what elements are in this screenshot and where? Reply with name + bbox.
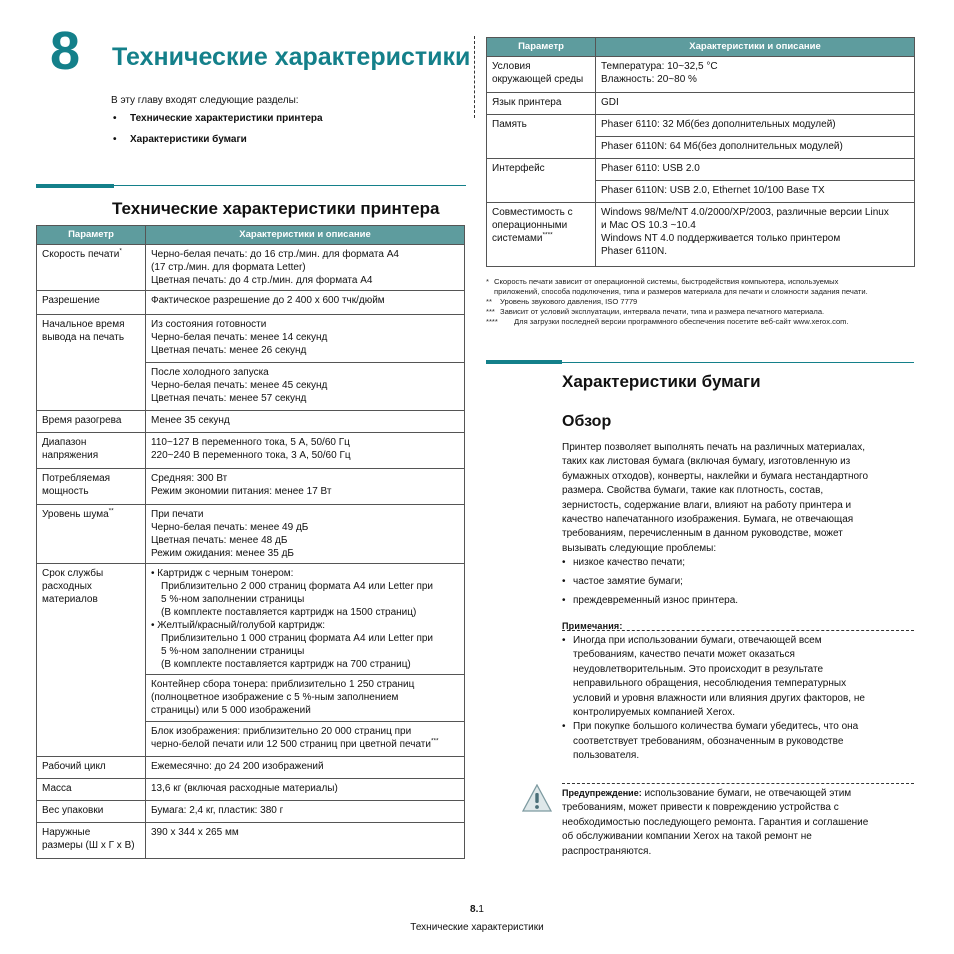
warning-text xyxy=(562,786,914,859)
compat-label: операционными xyxy=(492,220,568,232)
dims-value: 390 x 344 x 265 мм xyxy=(146,823,465,859)
spec-line: Phaser 6110N: 64 Мб(без дополнительных модулей) xyxy=(596,137,915,159)
dims-label: Наружные xyxy=(42,827,91,839)
warning-line: необходимостью последующего ремонта. Гарантия и соглашение xyxy=(562,816,869,828)
table-row xyxy=(37,291,465,315)
spec-line: (В комплекте поставляется картридж на 1500 страниц) xyxy=(161,607,417,619)
pack-value: Бумага: 2,4 кг, пластик: 380 г xyxy=(146,801,465,823)
spec-line: Черно-белая печать: менее 45 секунд xyxy=(151,380,328,392)
note-line: требованиям, качество печати может оказаться xyxy=(573,649,795,661)
spec-line: Черно-белая печать: менее 49 дБ xyxy=(151,522,309,534)
table-row xyxy=(37,779,465,801)
table-row xyxy=(487,159,915,181)
spec-line: При печати xyxy=(151,509,204,521)
body-line: размера. Свойства бумаги, такие как плотность, состав, xyxy=(562,485,824,497)
spec-line: 5 %-ном заполнении страницы xyxy=(161,594,305,606)
note-line: контролируемых компанией Xerox. xyxy=(573,707,736,719)
speed-label: Скорость печати xyxy=(42,249,120,261)
table-row xyxy=(487,93,915,115)
spec-line: Phaser 6110N. xyxy=(601,246,667,258)
resolution-label: Разрешение xyxy=(37,291,146,315)
memory-label: Память xyxy=(487,115,596,159)
spec-line: Режим ожидания: менее 35 дБ xyxy=(151,548,294,560)
compat-label: системами xyxy=(492,233,543,245)
spec-line: Режим экономии питания: менее 17 Вт xyxy=(151,486,332,498)
compat-label: Совместимость с xyxy=(492,207,573,219)
footnotes xyxy=(486,277,916,327)
column-divider xyxy=(474,36,475,118)
note-line: неправильного обращения, несоблюдения температурных xyxy=(573,678,847,690)
chapter-sections xyxy=(111,113,323,155)
warning-line: использование бумаги, не отвечающей этим xyxy=(641,788,852,799)
spec-line: Контейнер сбора тонера: приблизительно 1 250 страниц xyxy=(151,679,415,691)
black-cartridge-head: • Картридж с черным тонером: xyxy=(151,567,459,580)
spec-line: Цветная печать: менее 26 секунд xyxy=(151,345,307,357)
footnote-text: Для загрузки последней версии программного обеспечения посетите веб-сайт www.xerox.com. xyxy=(514,317,849,327)
spec-line: Приблизительно 1 000 страниц формата A4 или Letter при xyxy=(161,633,434,645)
voltage-label: напряжения xyxy=(42,450,99,462)
warmup-value: Менее 35 секунд xyxy=(146,411,465,433)
note-line: неудовлетворительным. Это происходит в результате xyxy=(573,663,824,675)
body-line: бумажных отходов), конверты, наклейки и бумага нестандартного xyxy=(562,470,869,482)
chapter-title: Технические характеристики xyxy=(112,43,471,71)
spec-line: 110~127 В переменного тока, 5 А, 50/60 Гц xyxy=(151,437,350,449)
table-row xyxy=(37,433,465,469)
footnote-mark: **** xyxy=(486,317,498,327)
table-row xyxy=(37,823,465,859)
notes-divider xyxy=(562,630,914,631)
resolution-value: Фактическое разрешение до 2 400 x 600 тчк/дюйм xyxy=(146,291,465,315)
body-line: таких как листовая бумага (включая бумагу, изготовленную из xyxy=(562,456,851,468)
footnote-mark: **** xyxy=(542,232,553,240)
noise-label: Уровень шума xyxy=(42,509,109,521)
table-row xyxy=(487,57,915,93)
list-item xyxy=(562,634,865,720)
list-item: • низкое качество печати; xyxy=(562,556,738,570)
printer-specs-heading: Технические характеристики принтера xyxy=(112,199,440,218)
footnote-text: приложений, способа подключения, типа и размеров материала для печати и сложности задания печати. xyxy=(494,287,868,297)
spec-line: (В комплекте поставляется картридж на 700 страниц) xyxy=(161,659,411,671)
list-item xyxy=(562,720,865,763)
problem-list xyxy=(562,556,738,613)
spec-line: Windows 98/Me/NT 4.0/2000/XP/2003, различные версии Linux xyxy=(601,207,889,219)
spec-line: Влажность: 20~80 % xyxy=(601,74,697,86)
table-row xyxy=(37,505,465,564)
warning-line: об обслуживании компании Xerox на такой ремонт не xyxy=(562,831,812,843)
footnote-mark: * xyxy=(119,248,122,256)
power-label: Потребляемая xyxy=(42,473,111,485)
table-row xyxy=(37,801,465,823)
list-item: • частое замятие бумаги; xyxy=(562,575,738,589)
duty-value: Ежемесячно: до 24 200 изображений xyxy=(146,757,465,779)
spec-line: черно-белой печати или 12 500 страниц при цветной печати xyxy=(151,739,431,751)
chapter-number: 8 xyxy=(50,21,81,81)
spec-line: Phaser 6110N: USB 2.0, Ethernet 10/100 Base TX xyxy=(596,181,915,203)
footnote-mark: *** xyxy=(486,307,495,317)
printer-specs-table xyxy=(36,225,465,859)
table-row xyxy=(37,315,465,363)
section-link-printer[interactable]: • Технические характеристики принтера xyxy=(111,113,323,134)
table-header-row xyxy=(37,226,465,245)
spec-line: Приблизительно 2 000 страниц формата A4 или Letter при xyxy=(161,581,434,593)
paper-overview-text xyxy=(562,441,914,556)
env-label: Условия xyxy=(492,61,531,73)
warning-divider xyxy=(562,783,914,784)
table-row xyxy=(487,115,915,137)
color-cartridge-head: • Желтый/красный/голубой картридж: xyxy=(151,619,459,632)
warning-label: Предупреждение: xyxy=(562,788,642,798)
consumables-label: расходных xyxy=(42,581,92,593)
note-line: условий и уровня влажности или влияния других факторов, не xyxy=(573,692,865,704)
spec-line: Черно-белая печать: менее 14 секунд xyxy=(151,332,328,344)
body-line: требованиям, перечисленным в данном руководстве, может xyxy=(562,528,843,540)
table-row xyxy=(37,469,465,505)
consumables-label: Срок службы xyxy=(42,568,104,580)
note-line: • При покупке большого количества бумаги убедитесь, что она xyxy=(573,721,859,733)
printer-specs-table-continued xyxy=(486,37,915,267)
spec-line: Phaser 6110: USB 2.0 xyxy=(596,159,915,181)
note-line: соответствует требованиям, обозначенным в руководстве xyxy=(573,735,844,747)
power-label: мощность xyxy=(42,486,89,498)
spec-line: Средняя: 300 Вт xyxy=(151,473,228,485)
first-print-label: вывода на печать xyxy=(42,332,125,344)
footnote-mark: ** xyxy=(108,508,114,516)
spec-line: После холодного запуска xyxy=(151,367,269,379)
warning-icon xyxy=(522,784,552,812)
table-header-row xyxy=(487,38,915,57)
table-row xyxy=(37,245,465,291)
env-label: окружающей среды xyxy=(492,74,584,86)
body-line: зернистость, содержание влаги, влияют на работу принтера и xyxy=(562,499,852,511)
note-line: пользователя. xyxy=(573,750,640,762)
page-number xyxy=(0,904,954,915)
chapter-intro: В эту главу входят следующие разделы: xyxy=(111,95,299,106)
pack-label: Вес упаковки xyxy=(37,801,146,823)
table-row xyxy=(37,757,465,779)
spec-line: (17 стр./мин. для формата Letter) xyxy=(151,262,306,274)
spec-line: страницы) или 5 000 изображений xyxy=(151,705,311,717)
section-link-paper[interactable]: • Характеристики бумаги xyxy=(111,134,323,155)
spec-line: Цветная печать: менее 48 дБ xyxy=(151,535,288,547)
list-item: • преждевременный износ принтера. xyxy=(562,594,738,608)
first-print-label: Начальное время xyxy=(42,319,125,331)
col-desc-header: Характеристики и описание xyxy=(146,226,465,245)
body-line: Принтер позволяет выполнять печать на различных материалах, xyxy=(562,442,866,453)
footer-title: Технические характеристики xyxy=(410,922,544,933)
footnote-text: Уровень звукового давления, ISO 7779 xyxy=(500,297,638,307)
spec-line: Windows NT 4.0 поддерживается только принтером xyxy=(601,233,841,245)
page-number-page: 1 xyxy=(478,904,484,915)
footnote-mark: *** xyxy=(430,738,439,746)
warning-line: распространяются. xyxy=(562,845,652,857)
voltage-label: Диапазон xyxy=(42,437,87,449)
col-param-header: Параметр xyxy=(487,38,596,57)
table-row xyxy=(37,564,465,675)
section-rule-tab xyxy=(36,184,114,188)
spec-line: Температура: 10~32,5 °C xyxy=(601,61,718,73)
warning-line: требованиям, может привести к повреждению устройства с xyxy=(562,802,839,814)
consumables-label: материалов xyxy=(42,594,98,606)
interface-label: Интерфейс xyxy=(487,159,596,203)
spec-line: и Mac OS 10.3 ~10.4 xyxy=(601,220,696,232)
footnote-text: Скорость печати зависит от операционной системы, быстродействия компьютера, используемых xyxy=(494,277,839,286)
lang-value: GDI xyxy=(596,93,915,115)
paper-heading: Характеристики бумаги xyxy=(562,372,761,391)
lang-label: Язык принтера xyxy=(487,93,596,115)
spec-line: 5 %-ном заполнении страницы xyxy=(161,646,305,658)
spec-line: Phaser 6110: 32 Мб(без дополнительных модулей) xyxy=(596,115,915,137)
section-rule-tab xyxy=(486,360,562,364)
spec-line: Из состояния готовности xyxy=(151,319,267,331)
col-desc-header: Характеристики и описание xyxy=(596,38,915,57)
spec-line: Черно-белая печать: до 16 стр./мин. для формата A4 xyxy=(151,249,399,261)
duty-label: Рабочий цикл xyxy=(37,757,146,779)
weight-label: Масса xyxy=(37,779,146,801)
spec-line: Цветная печать: до 4 стр./мин. для формата A4 xyxy=(151,275,373,287)
spec-line: Блок изображения: приблизительно 20 000 страниц при xyxy=(151,726,412,738)
footnote-mark: * xyxy=(486,277,489,286)
col-param-header: Параметр xyxy=(37,226,146,245)
notes-list xyxy=(562,634,865,764)
notes-label: Примечания: xyxy=(562,621,623,631)
page-number-chapter: 8. xyxy=(470,904,479,915)
weight-value: 13,6 кг (включая расходные материалы) xyxy=(146,779,465,801)
footnote-text: Зависит от условий эксплуатации, интервала печати, типа и размера печатного материала. xyxy=(500,307,825,317)
spec-line: 220~240 В переменного тока, 3 А, 50/60 Гц xyxy=(151,450,351,462)
overview-heading: Обзор xyxy=(562,413,612,430)
warmup-label: Время разогрева xyxy=(37,411,146,433)
dims-label: размеры (Ш x Г x В) xyxy=(42,840,135,852)
table-row xyxy=(37,411,465,433)
note-line: • Иногда при использовании бумаги, отвечающей всем xyxy=(573,635,822,646)
body-line: вызывать следующие проблемы: xyxy=(562,542,717,554)
spec-line: Цветная печать: менее 57 секунд xyxy=(151,393,307,405)
spec-line: (полноцветное изображение с 5 %-ным заполнением xyxy=(151,692,399,704)
body-line: качество напечатанного изображения. Бумага, не отвечающая xyxy=(562,514,854,526)
footnote-mark: ** xyxy=(486,297,492,307)
table-row xyxy=(487,203,915,267)
